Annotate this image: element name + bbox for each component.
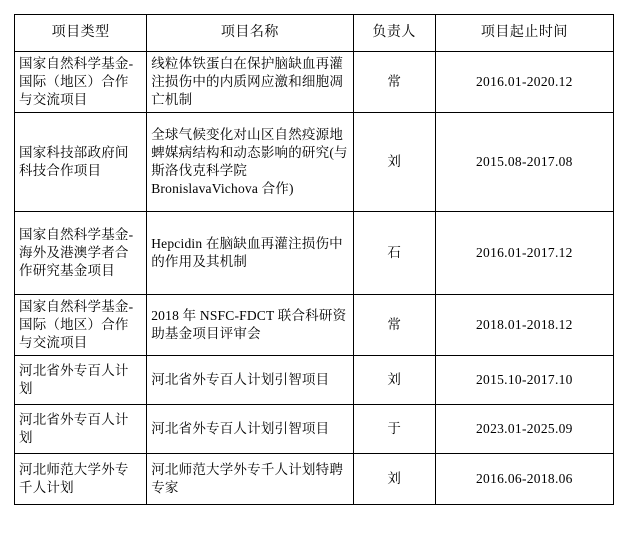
table-row [15, 113, 614, 212]
table-body [15, 52, 614, 505]
table-row [15, 52, 614, 113]
cell-project-name: 2018 年 NSFC-FDCT 联合科研资助基金项目评审会 [147, 295, 353, 356]
table-header [15, 15, 614, 52]
column-header-project-name: 项目名称 [147, 15, 353, 52]
cell-leader: 常 [353, 295, 435, 356]
cell-period: 2018.01-2018.12 [435, 295, 613, 356]
cell-period: 2015.08-2017.08 [435, 113, 613, 212]
cell-period: 2023.01-2025.09 [435, 405, 613, 454]
cell-period: 2016.01-2017.12 [435, 212, 613, 295]
cell-project-type: 河北省外专百人计划 [15, 405, 147, 454]
cell-leader: 石 [353, 212, 435, 295]
cell-project-type: 国家自然科学基金-海外及港澳学者合作研究基金项目 [15, 212, 147, 295]
column-header-leader: 负责人 [353, 15, 435, 52]
cell-project-type: 国家自然科学基金-国际（地区）合作与交流项目 [15, 52, 147, 113]
column-header-project-type: 项目类型 [15, 15, 147, 52]
cell-project-name: 河北省外专百人计划引智项目 [147, 405, 353, 454]
column-header-period: 项目起止时间 [435, 15, 613, 52]
cell-project-type: 国家科技部政府间科技合作项目 [15, 113, 147, 212]
table-header-row [15, 15, 614, 52]
cell-period: 2015.10-2017.10 [435, 356, 613, 405]
cell-project-name: 线粒体铁蛋白在保护脑缺血再灌注损伤中的内质网应激和细胞凋亡机制 [147, 52, 353, 113]
cell-project-name: 河北省外专百人计划引智项目 [147, 356, 353, 405]
table-row [15, 454, 614, 505]
cell-period: 2016.01-2020.12 [435, 52, 613, 113]
cell-leader: 刘 [353, 113, 435, 212]
cell-period: 2016.06-2018.06 [435, 454, 613, 505]
cell-leader: 刘 [353, 454, 435, 505]
cell-leader: 刘 [353, 356, 435, 405]
cell-leader: 于 [353, 405, 435, 454]
cell-project-type: 河北省外专百人计划 [15, 356, 147, 405]
cell-project-name: 河北师范大学外专千人计划特聘专家 [147, 454, 353, 505]
table-row [15, 295, 614, 356]
table-row [15, 356, 614, 405]
cell-leader: 常 [353, 52, 435, 113]
cell-project-type: 河北师范大学外专千人计划 [15, 454, 147, 505]
cell-project-name: 全球气候变化对山区自然疫源地蜱媒病结构和动态影响的研究(与斯洛伐克科学院BronislavaVichova 合作) [147, 113, 353, 212]
project-table [14, 14, 614, 505]
table-row [15, 405, 614, 454]
table-row [15, 212, 614, 295]
cell-project-type: 国家自然科学基金-国际（地区）合作与交流项目 [15, 295, 147, 356]
cell-project-name: Hepcidin 在脑缺血再灌注损伤中的作用及其机制 [147, 212, 353, 295]
